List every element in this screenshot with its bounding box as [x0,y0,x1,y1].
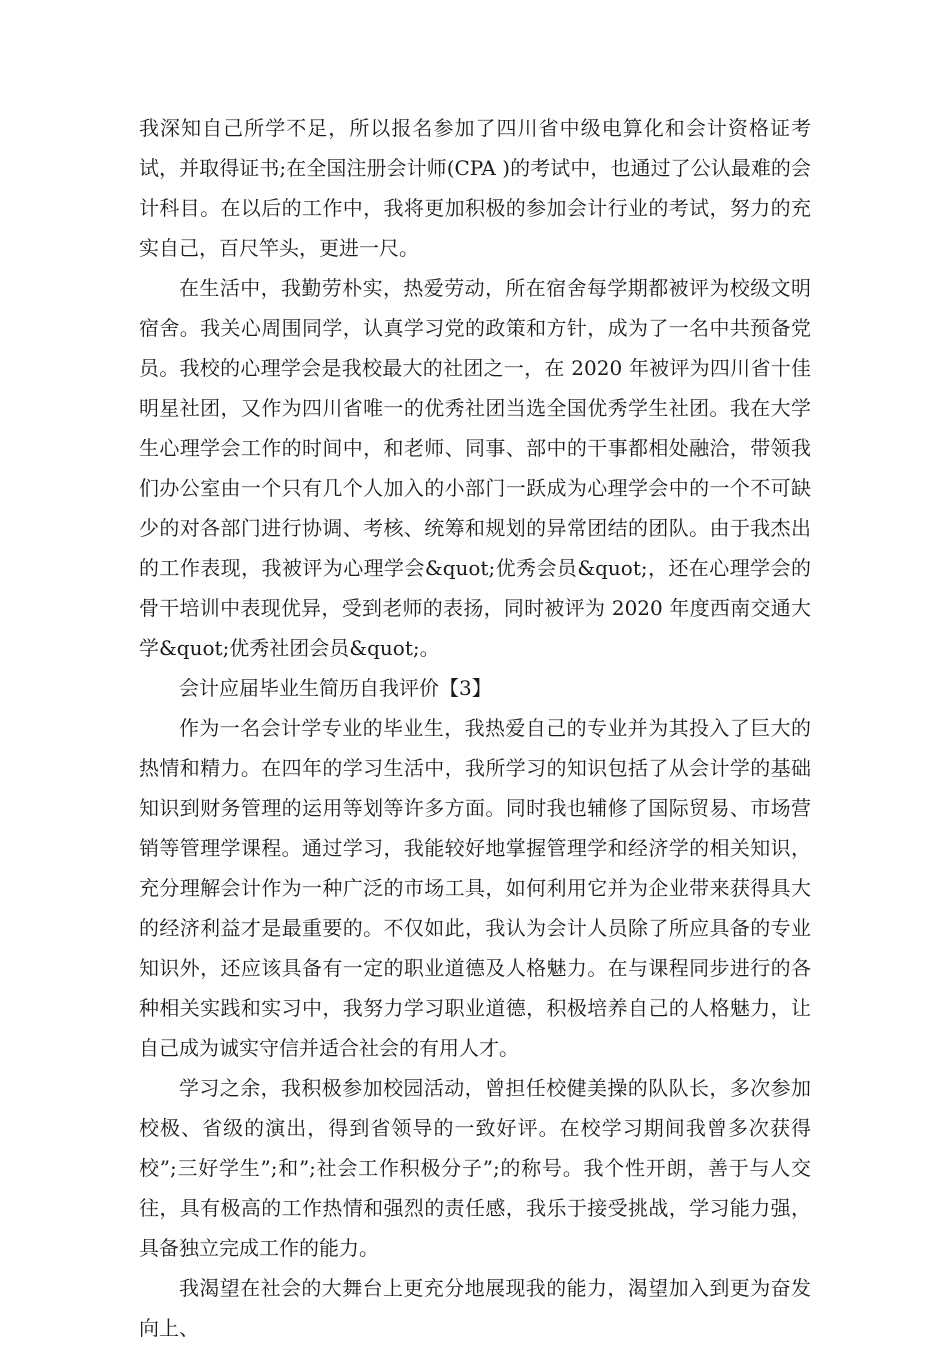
paragraph-5: 我渴望在社会的大舞台上更充分地展现我的能力，渴望加入到更为奋发向上、 [139,1276,811,1340]
paragraph-1: 我深知自己所学不足，所以报名参加了四川省中级电算化和会计资格证考试，并取得证书;在全国注册会计师(CPA )的考试中，也通过了公认最难的会计科目。在以后的工作中，我将更加积极的参加会计行业的考试，努力的充实自己，百尺竿头，更进一尺。 [139,116,811,260]
section-heading: 会计应届毕业生简历自我评价【3】 [179,676,492,700]
paragraph-4: 学习之余，我积极参加校园活动，曾担任校健美操的队队长，多次参加校极、省级的演出，得到省领导的一致好评。在校学习期间我曾多次获得校”;三好学生”;和”;社会工作积极分子”;的称号。我个性开朗，善于与人交往，具有极高的工作热情和强烈的责任感，我乐于接受挑战，学习能力强，具备独立完成工作的能力。 [139,1076,811,1260]
document-body [139,108,811,1348]
paragraph-3: 作为一名会计学专业的毕业生，我热爱自己的专业并为其投入了巨大的热情和精力。在四年的学习生活中，我所学习的知识包括了从会计学的基础知识到财务管理的运用等划等许多方面。同时我也辅修了国际贸易、市场营销等管理学课程。通过学习，我能较好地掌握管理学和经济学的相关知识，充分理解会计作为一种广泛的市场工具，如何利用它并为企业带来获得具大的经济利益才是最重要的。不仅如此，我认为会计人员除了所应具备的专业知识外，还应该具备有一定的职业道德及人格魅力。在与课程同步进行的各种相关实践和实习中，我努力学习职业道德，积极培养自己的人格魅力，让自己成为诚实守信并适合社会的有用人才。 [139,716,811,1060]
paragraph-2: 在生活中，我勤劳朴实，热爱劳动，所在宿舍每学期都被评为校级文明宿舍。我关心周围同学，认真学习党的政策和方针，成为了一名中共预备党员。我校的心理学会是我校最大的社团之一，在 2020 年被评为四川省十佳明星社团，又作为四川省唯一的优秀社团当选全国优秀学生社团。我在大学生心理学会工作的时间中，和老师、同事、部中的干事都相处融洽，带领我们办公室由一个只有几个人加入的小部门一跃成为心理学会中的一个不可缺少的对各部门进行协调、考核、统筹和规划的异常团结的团队。由于我杰出的工作表现，我被评为心理学会&quot;优秀会员&quot;，还在心理学会的骨干培训中表现优异，受到老师的表扬，同时被评为 2020 年度西南交通大学&quot;优秀社团会员&quot;。 [139,276,811,660]
